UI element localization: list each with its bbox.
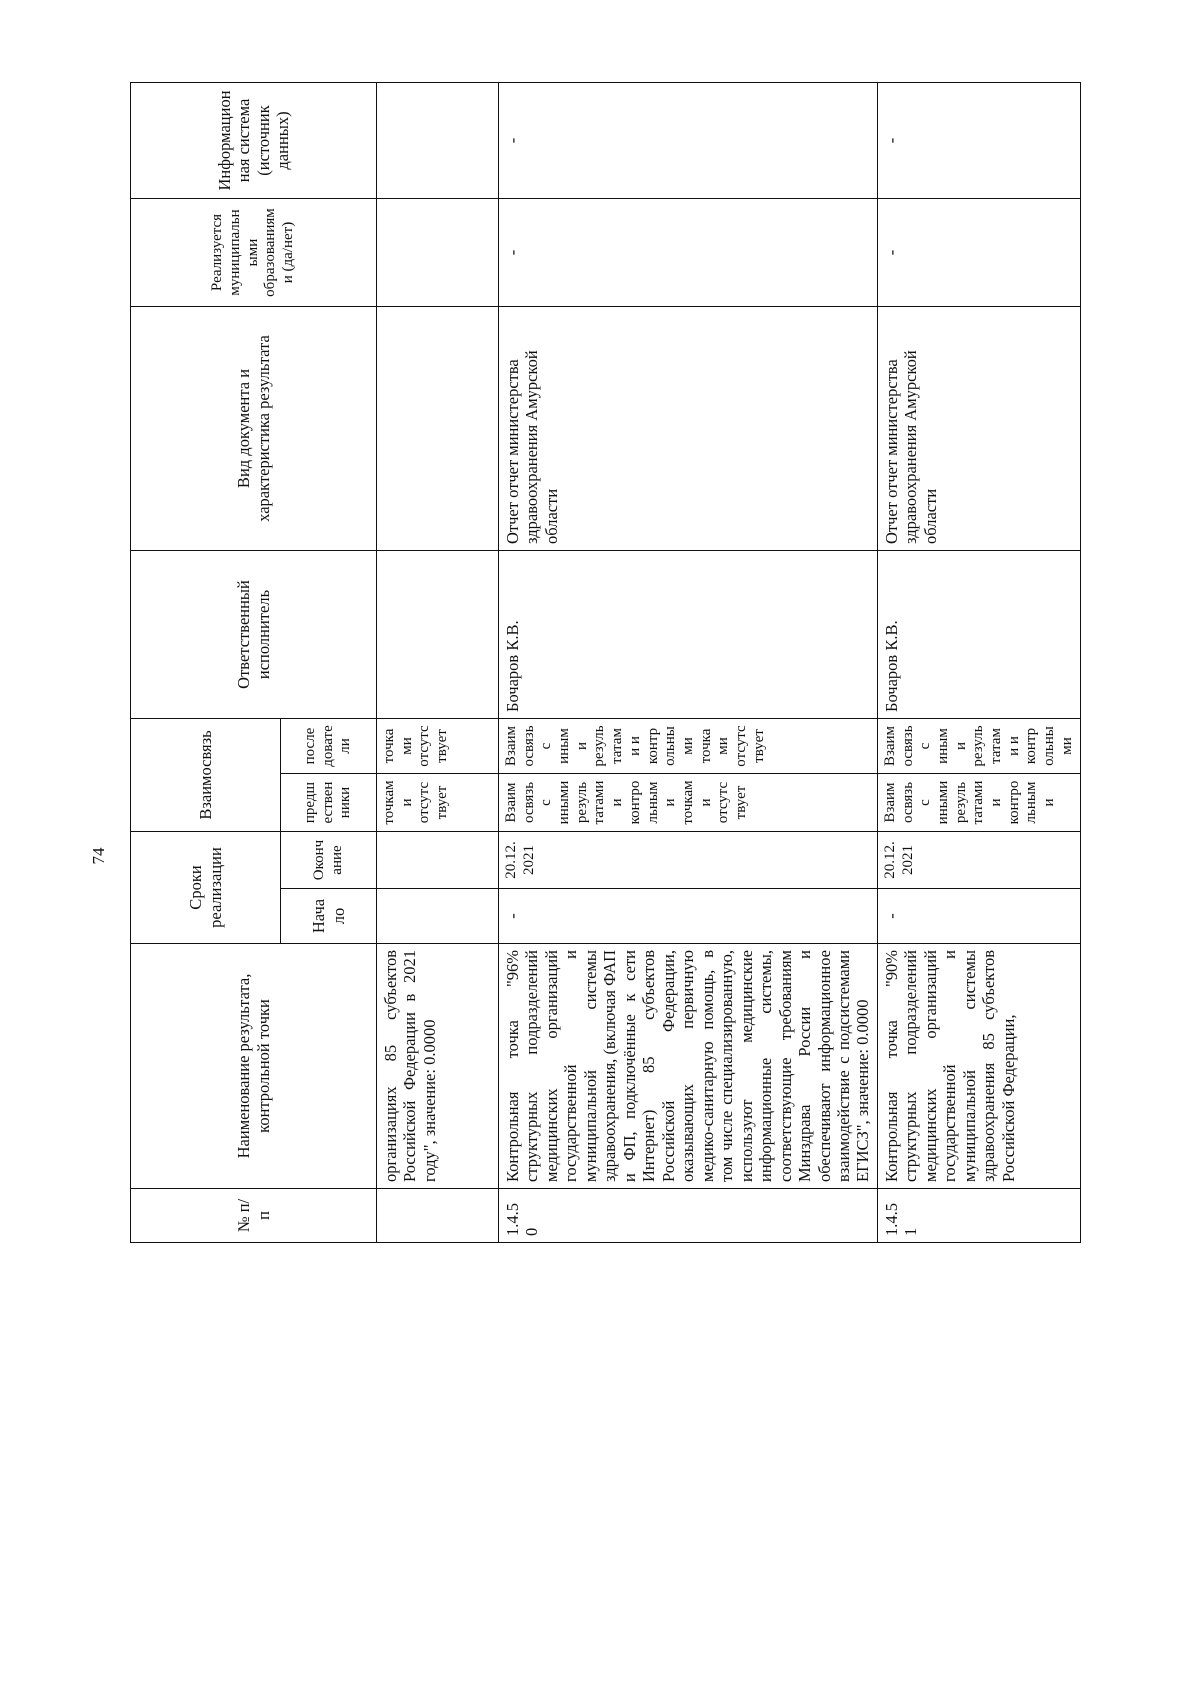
header-name: Наименование результата, контрольной точки — [131, 944, 377, 1189]
cell-responsible — [377, 551, 499, 719]
cell-end: 20.12.2021 — [499, 832, 878, 889]
cell-pred: Взаимосвязь с иными результатами и контрольными — [877, 774, 1081, 832]
cell-responsible: Бочаров К.В. — [499, 551, 878, 719]
cell-start: - — [877, 889, 1081, 944]
header-doc: Вид документа и характеристика результата — [131, 307, 377, 551]
cell-municipal: - — [499, 199, 878, 307]
cell-num — [377, 1189, 499, 1243]
cell-infosys — [377, 83, 499, 199]
table-row — [499, 83, 878, 1243]
header-relation: Взаимосвязь — [131, 719, 281, 832]
cell-doc: Отчет отчет министерства здравоохранения Амурской области — [499, 307, 878, 551]
table-row — [877, 83, 1081, 1243]
table-row — [377, 83, 499, 1243]
cell-name: организациях 85 субъектов Российской Федерации в 2021 году", значение: 0.0000 — [377, 944, 499, 1189]
cell-end — [377, 832, 499, 889]
cell-succ: точками отсутствует — [377, 719, 499, 774]
cell-pred: Взаимосвязь с иными результатами и контрольными точками отсутствует — [499, 774, 878, 832]
header-pred: предшественники — [281, 774, 377, 832]
header-start: Начало — [281, 889, 377, 944]
page-number: 74 — [89, 847, 108, 865]
header-infosys: Информационная система (источник данных) — [131, 83, 377, 199]
header-succ: последователи — [281, 719, 377, 774]
header-num: № п/п — [131, 1189, 377, 1243]
header-terms: Сроки реализации — [131, 832, 281, 944]
results-table — [130, 82, 1081, 1243]
cell-succ: Взаимосвязь с иными результатами и контрольными — [877, 719, 1081, 774]
cell-municipal — [377, 199, 499, 307]
header-responsible: Ответственный исполнитель — [131, 551, 377, 719]
cell-name: Контрольная точка "90% структурных подразделений медицинских организаций государственной и муниципальной системы здравоохранения 85 субъектов Российской Федерации, — [877, 944, 1081, 1189]
header-row-1 — [131, 83, 281, 1243]
rotated-table-sheet — [130, 83, 1075, 1243]
cell-infosys: - — [877, 83, 1081, 199]
cell-end: 20.12.2021 — [877, 832, 1081, 889]
cell-responsible: Бочаров К.В. — [877, 551, 1081, 719]
cell-infosys: - — [499, 83, 878, 199]
header-municipal: Реализуется муниципальными образованиями (да/нет) — [131, 199, 377, 307]
cell-num: 1.4.50 — [499, 1189, 878, 1243]
cell-doc — [377, 307, 499, 551]
cell-name: Контрольная точка "96% структурных подразделений медицинских организаций государственной и муниципальной системы здравоохранения, (включая ФАП и ФП, подключённые к сети Интернет) 85 субъектов Российской Федерации, оказывающих первичную медико-санитарную помощь, в том числе специализированную, используют медицинские информационные системы, соответствующие требованиям Минздрава России и обеспечивают информационное взаимодействие с подсистемами ЕГИСЗ", значение: 0.0000 — [499, 944, 878, 1189]
cell-start: - — [499, 889, 878, 944]
cell-doc: Отчет отчет министерства здравоохранения Амурской области — [877, 307, 1081, 551]
cell-succ: Взаимосвязь с иными результатами и контрольными точками отсутствует — [499, 719, 878, 774]
header-end: Окончание — [281, 832, 377, 889]
cell-num: 1.4.51 — [877, 1189, 1081, 1243]
cell-municipal: - — [877, 199, 1081, 307]
cell-start — [377, 889, 499, 944]
cell-pred: точками отсутствует — [377, 774, 499, 832]
